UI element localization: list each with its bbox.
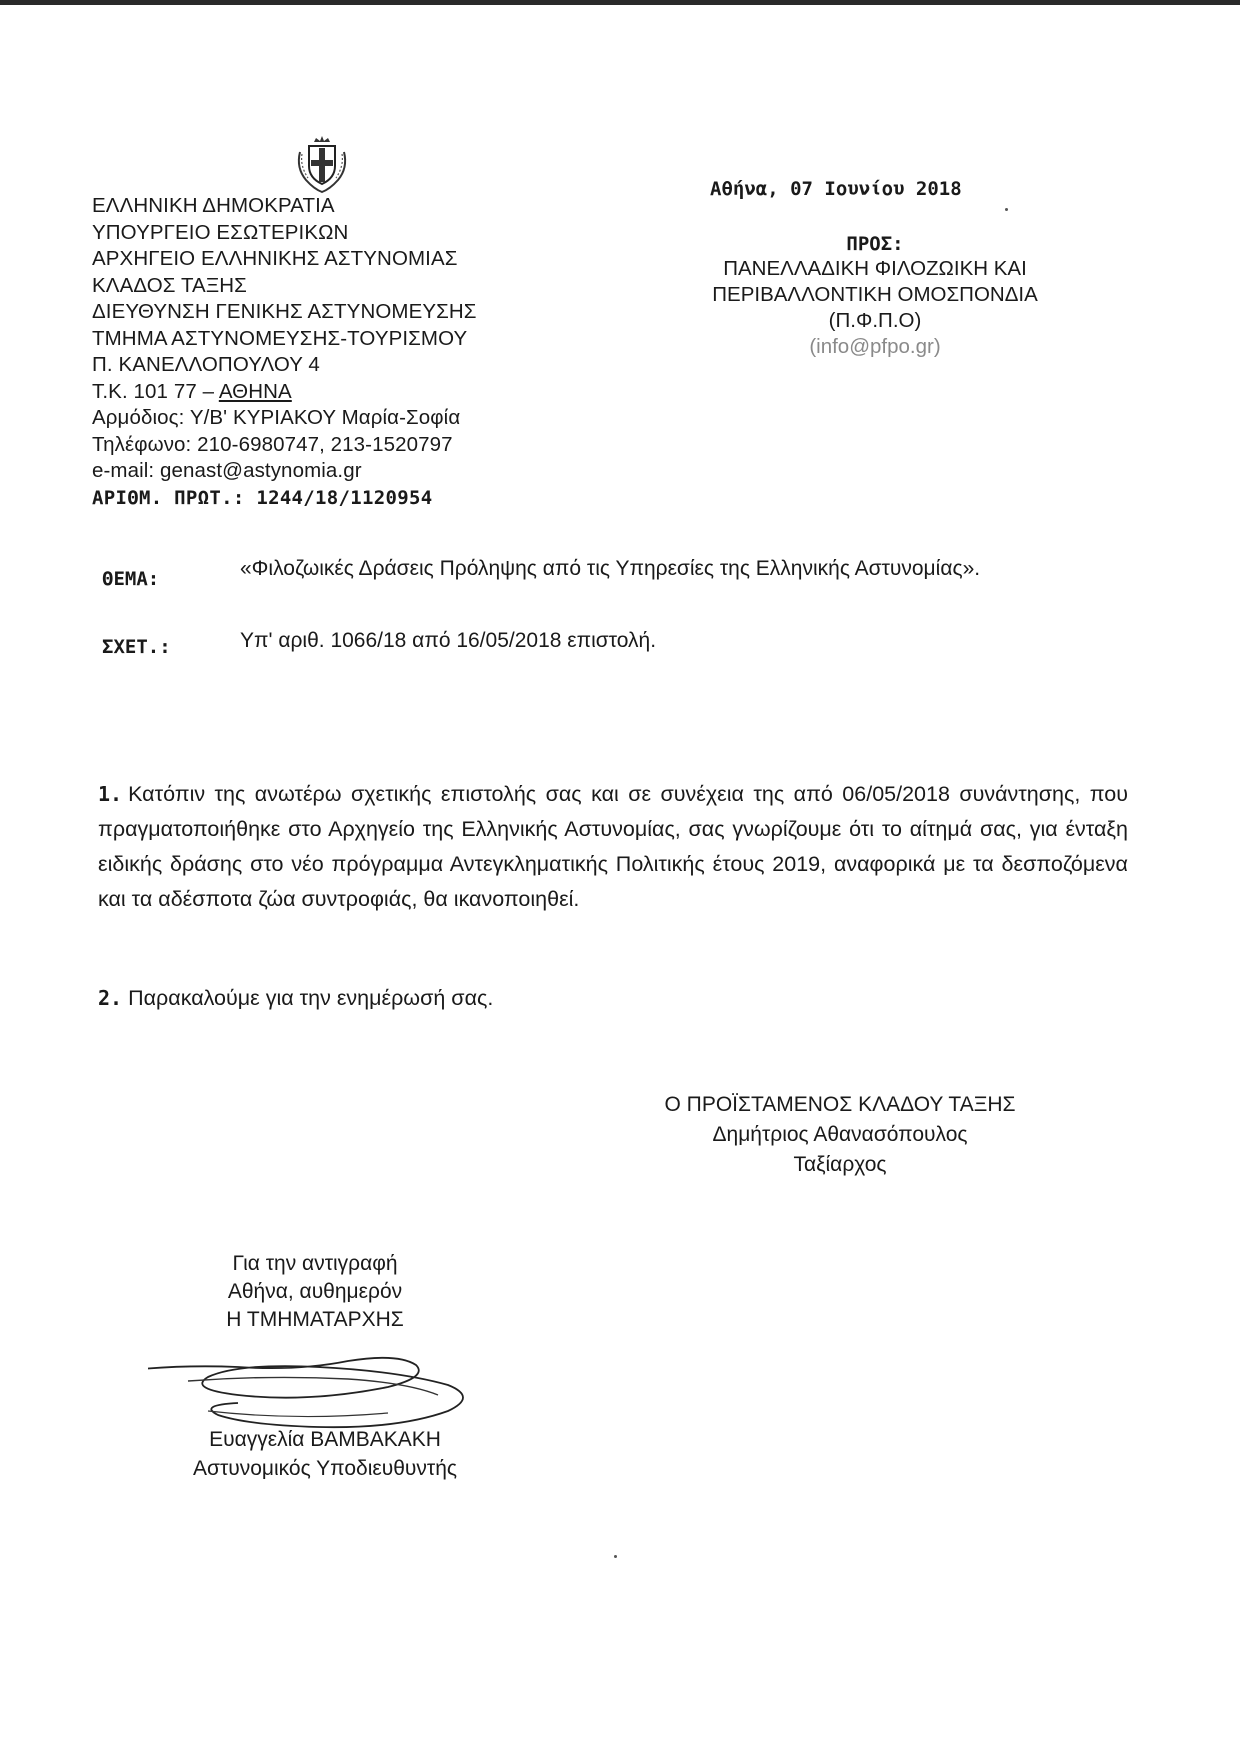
sender-line: ΑΡΧΗΓΕΙΟ ΕΛΛΗΝΙΚΗΣ ΑΣΤΥΝΟΜΙΑΣ <box>92 247 458 270</box>
body-paragraph <box>98 777 1128 917</box>
scan-edge <box>0 0 1240 5</box>
sender-officer: Αρμόδιος: Υ/Β' ΚΥΡΙΑΚΟΥ Μαρία-Σοφία <box>92 406 461 429</box>
recipient-block <box>665 232 1085 360</box>
scan-speck <box>1005 208 1008 211</box>
recipient-email: (info@pfpo.gr) <box>809 335 941 358</box>
signatory-rank: Ταξίαρχος <box>793 1153 887 1176</box>
sender-line: Π. ΚΑΝΕΛΛΟΠΟΥΛΟΥ 4 <box>92 353 320 376</box>
scan-speck <box>614 1555 617 1558</box>
reference-label: ΣΧΕΤ.: <box>102 636 171 658</box>
protocol-number: ΑΡΙΘΜ. ΠΡΩΤ.: 1244/18/1120954 <box>92 486 433 509</box>
sender-email: e-mail: genast@astynomia.gr <box>92 459 362 482</box>
sender-postcode: Τ.Κ. 101 77 – <box>92 379 215 403</box>
coat-of-arms-emblem <box>292 134 352 196</box>
subject-label: ΘΕΜΑ: <box>102 568 160 590</box>
copy-line: Για την αντιγραφή <box>232 1252 398 1275</box>
copy-line: Η ΤΜΗΜΑΤΑΡΧΗΣ <box>226 1308 404 1331</box>
sender-line: ΕΛΛΗΝΙΚΗ ΔΗΜΟΚΡΑΤΙΑ <box>92 194 335 217</box>
copy-line: Αθήνα, αυθημερόν <box>227 1280 403 1303</box>
handwritten-signature <box>148 1345 488 1435</box>
sender-line: ΤΜΗΜΑ ΑΣΤΥΝΟΜΕΥΣΗΣ-ΤΟΥΡΙΣΜΟΥ <box>92 326 468 350</box>
paragraph-text: Κατόπιν της ανωτέρω σχετικής επιστολής σας και σε συνέχεια της από 06/05/2018 συνάντησης, που πραγματοποιήθηκε στο Αρχηγείο της Ελληνικής Αστυνομίας, σας γνωρίζουμε ότι το αίτημά σας, για ένταξη ειδικής δράσης στο νέο πρόγραμμα Αντεγκληματικής Πολιτικής έτους 2019, αναφορικά με τα δεσποζόμενα και τα αδέσποτα ζώα συντροφιάς, θα ικανοποιηθεί. <box>98 782 1128 911</box>
copy-signer <box>130 1425 520 1483</box>
sender-line: ΚΛΑΔΟΣ ΤΑΞΗΣ <box>92 273 247 297</box>
subject-text: «Φιλοζωικές Δράσεις Πρόληψης από τις Υπηρεσίες της Ελληνικής Αστυνομίας». <box>240 557 981 580</box>
paragraph-number: 2. <box>98 986 123 1010</box>
document-date: Αθήνα, 07 Ιουνίου 2018 <box>710 178 962 200</box>
signatory-block <box>600 1090 1080 1180</box>
sender-phone: Τηλέφωνο: 210-6980747, 213-1520797 <box>92 432 453 456</box>
signatory-title: Ο ΠΡΟΪΣΤΑΜΕΝΟΣ ΚΛΑΔΟΥ ΤΑΞΗΣ <box>664 1093 1016 1116</box>
sender-postal-line <box>92 379 562 406</box>
sender-line: ΔΙΕΥΘΥΝΣΗ ΓΕΝΙΚΗΣ ΑΣΤΥΝΟΜΕΥΣΗΣ <box>92 300 477 323</box>
recipient-line: ΠΑΝΕΛΛΑΔΙΚΗ ΦΙΛΟΖΩΙΚΗ ΚΑΙ <box>723 257 1027 280</box>
recipient-heading: ΠΡΟΣ: <box>846 233 904 255</box>
body-paragraph <box>98 981 1128 1016</box>
sender-line: ΥΠΟΥΡΓΕΙΟ ΕΣΩΤΕΡΙΚΩΝ <box>92 220 349 244</box>
sender-block <box>92 193 562 511</box>
recipient-line: (Π.Φ.Π.Ο) <box>828 309 922 332</box>
copy-certification <box>160 1250 470 1334</box>
copy-signer-name: Ευαγγελία ΒΑΜΒΑΚΑΚΗ <box>209 1428 441 1451</box>
copy-signer-rank: Αστυνομικός Υποδιευθυντής <box>192 1457 458 1480</box>
sender-city: ΑΘΗΝΑ <box>218 379 292 403</box>
paragraph-number: 1. <box>98 782 123 806</box>
recipient-line: ΠΕΡΙΒΑΛΛΟΝΤΙΚΗ ΟΜΟΣΠΟΝΔΙΑ <box>712 283 1038 306</box>
reference-text: Υπ' αριθ. 1066/18 από 16/05/2018 επιστολή. <box>240 629 657 652</box>
signatory-name: Δημήτριος Αθανασόπουλος <box>712 1123 968 1146</box>
paragraph-text: Παρακαλούμε για την ενημέρωσή σας. <box>128 986 494 1010</box>
